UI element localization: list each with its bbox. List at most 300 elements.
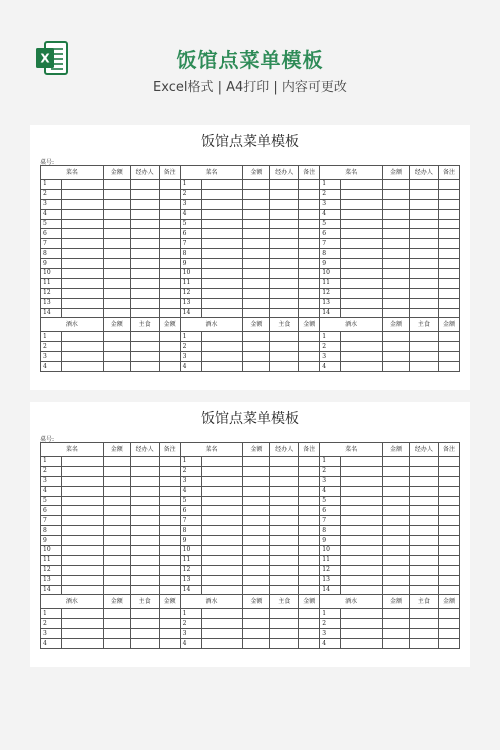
entry-cell[interactable]	[341, 486, 383, 496]
entry-cell[interactable]	[201, 199, 243, 209]
entry-cell[interactable]	[341, 555, 383, 565]
entry-cell[interactable]	[61, 466, 103, 476]
entry-cell[interactable]	[130, 609, 159, 619]
entry-cell[interactable]	[243, 332, 270, 342]
entry-cell[interactable]	[130, 516, 159, 526]
entry-cell[interactable]	[201, 629, 243, 639]
entry-cell[interactable]	[409, 486, 438, 496]
entry-cell[interactable]	[341, 639, 383, 649]
entry-cell[interactable]	[299, 269, 320, 279]
entry-cell[interactable]	[201, 332, 243, 342]
entry-cell[interactable]	[243, 476, 270, 486]
entry-cell[interactable]	[341, 219, 383, 229]
entry-cell[interactable]	[130, 585, 159, 595]
entry-cell[interactable]	[243, 259, 270, 269]
entry-cell[interactable]	[299, 575, 320, 585]
entry-cell[interactable]	[299, 585, 320, 595]
entry-cell[interactable]	[383, 546, 410, 556]
entry-cell[interactable]	[383, 332, 410, 342]
entry-cell[interactable]	[341, 506, 383, 516]
entry-cell[interactable]	[201, 546, 243, 556]
entry-cell[interactable]	[130, 189, 159, 199]
entry-cell[interactable]	[130, 249, 159, 259]
entry-cell[interactable]	[201, 298, 243, 308]
entry-cell[interactable]	[383, 180, 410, 190]
entry-cell[interactable]	[409, 619, 438, 629]
entry-cell[interactable]	[383, 486, 410, 496]
entry-cell[interactable]	[299, 555, 320, 565]
entry-cell[interactable]	[61, 565, 103, 575]
entry-cell[interactable]	[61, 298, 103, 308]
entry-cell[interactable]	[201, 249, 243, 259]
entry-cell[interactable]	[383, 466, 410, 476]
entry-cell[interactable]	[130, 546, 159, 556]
entry-cell[interactable]	[130, 565, 159, 575]
entry-cell[interactable]	[383, 199, 410, 209]
entry-cell[interactable]	[201, 536, 243, 546]
entry-cell[interactable]	[341, 526, 383, 536]
entry-cell[interactable]	[103, 269, 130, 279]
entry-cell[interactable]	[299, 362, 320, 372]
entry-cell[interactable]	[61, 352, 103, 362]
entry-cell[interactable]	[103, 565, 130, 575]
entry-cell[interactable]	[61, 189, 103, 199]
entry-cell[interactable]	[270, 209, 299, 219]
entry-cell[interactable]	[103, 506, 130, 516]
entry-cell[interactable]	[299, 496, 320, 506]
entry-cell[interactable]	[438, 298, 459, 308]
entry-cell[interactable]	[130, 629, 159, 639]
entry-cell[interactable]	[130, 342, 159, 352]
entry-cell[interactable]	[159, 486, 180, 496]
entry-cell[interactable]	[409, 555, 438, 565]
entry-cell[interactable]	[299, 609, 320, 619]
entry-cell[interactable]	[438, 342, 459, 352]
entry-cell[interactable]	[130, 555, 159, 565]
entry-cell[interactable]	[341, 565, 383, 575]
entry-cell[interactable]	[383, 239, 410, 249]
entry-cell[interactable]	[270, 278, 299, 288]
entry-cell[interactable]	[409, 219, 438, 229]
entry-cell[interactable]	[130, 219, 159, 229]
entry-cell[interactable]	[409, 362, 438, 372]
entry-cell[interactable]	[243, 199, 270, 209]
entry-cell[interactable]	[243, 342, 270, 352]
entry-cell[interactable]	[159, 229, 180, 239]
entry-cell[interactable]	[201, 180, 243, 190]
entry-cell[interactable]	[61, 342, 103, 352]
entry-cell[interactable]	[383, 639, 410, 649]
entry-cell[interactable]	[409, 476, 438, 486]
entry-cell[interactable]	[341, 269, 383, 279]
entry-cell[interactable]	[383, 457, 410, 467]
entry-cell[interactable]	[270, 609, 299, 619]
entry-cell[interactable]	[438, 362, 459, 372]
entry-cell[interactable]	[341, 209, 383, 219]
entry-cell[interactable]	[299, 180, 320, 190]
entry-cell[interactable]	[61, 239, 103, 249]
entry-cell[interactable]	[243, 298, 270, 308]
entry-cell[interactable]	[159, 526, 180, 536]
entry-cell[interactable]	[130, 239, 159, 249]
entry-cell[interactable]	[409, 457, 438, 467]
entry-cell[interactable]	[299, 278, 320, 288]
entry-cell[interactable]	[270, 342, 299, 352]
entry-cell[interactable]	[243, 565, 270, 575]
entry-cell[interactable]	[130, 496, 159, 506]
entry-cell[interactable]	[409, 609, 438, 619]
entry-cell[interactable]	[341, 476, 383, 486]
entry-cell[interactable]	[159, 575, 180, 585]
entry-cell[interactable]	[130, 639, 159, 649]
entry-cell[interactable]	[201, 639, 243, 649]
entry-cell[interactable]	[243, 506, 270, 516]
entry-cell[interactable]	[130, 332, 159, 342]
entry-cell[interactable]	[270, 496, 299, 506]
entry-cell[interactable]	[383, 259, 410, 269]
entry-cell[interactable]	[201, 619, 243, 629]
entry-cell[interactable]	[383, 496, 410, 506]
entry-cell[interactable]	[299, 332, 320, 342]
entry-cell[interactable]	[299, 288, 320, 298]
entry-cell[interactable]	[341, 585, 383, 595]
entry-cell[interactable]	[130, 362, 159, 372]
entry-cell[interactable]	[201, 288, 243, 298]
entry-cell[interactable]	[243, 269, 270, 279]
entry-cell[interactable]	[438, 466, 459, 476]
entry-cell[interactable]	[243, 209, 270, 219]
entry-cell[interactable]	[201, 609, 243, 619]
entry-cell[interactable]	[438, 308, 459, 318]
entry-cell[interactable]	[299, 189, 320, 199]
entry-cell[interactable]	[103, 189, 130, 199]
entry-cell[interactable]	[201, 496, 243, 506]
entry-cell[interactable]	[61, 457, 103, 467]
entry-cell[interactable]	[341, 362, 383, 372]
entry-cell[interactable]	[201, 189, 243, 199]
entry-cell[interactable]	[103, 219, 130, 229]
entry-cell[interactable]	[103, 342, 130, 352]
entry-cell[interactable]	[243, 536, 270, 546]
entry-cell[interactable]	[270, 526, 299, 536]
entry-cell[interactable]	[103, 259, 130, 269]
entry-cell[interactable]	[438, 457, 459, 467]
entry-cell[interactable]	[383, 526, 410, 536]
entry-cell[interactable]	[341, 239, 383, 249]
entry-cell[interactable]	[61, 229, 103, 239]
entry-cell[interactable]	[438, 180, 459, 190]
entry-cell[interactable]	[130, 259, 159, 269]
entry-cell[interactable]	[103, 575, 130, 585]
entry-cell[interactable]	[270, 362, 299, 372]
entry-cell[interactable]	[409, 180, 438, 190]
entry-cell[interactable]	[270, 332, 299, 342]
entry-cell[interactable]	[130, 278, 159, 288]
entry-cell[interactable]	[299, 639, 320, 649]
entry-cell[interactable]	[201, 352, 243, 362]
entry-cell[interactable]	[299, 209, 320, 219]
entry-cell[interactable]	[103, 619, 130, 629]
entry-cell[interactable]	[438, 526, 459, 536]
entry-cell[interactable]	[103, 180, 130, 190]
entry-cell[interactable]	[130, 352, 159, 362]
entry-cell[interactable]	[438, 199, 459, 209]
entry-cell[interactable]	[61, 288, 103, 298]
entry-cell[interactable]	[159, 342, 180, 352]
entry-cell[interactable]	[409, 259, 438, 269]
entry-cell[interactable]	[409, 249, 438, 259]
entry-cell[interactable]	[103, 199, 130, 209]
entry-cell[interactable]	[103, 249, 130, 259]
entry-cell[interactable]	[409, 229, 438, 239]
entry-cell[interactable]	[383, 565, 410, 575]
entry-cell[interactable]	[159, 466, 180, 476]
entry-cell[interactable]	[61, 575, 103, 585]
entry-cell[interactable]	[270, 249, 299, 259]
entry-cell[interactable]	[299, 629, 320, 639]
entry-cell[interactable]	[159, 239, 180, 249]
entry-cell[interactable]	[383, 298, 410, 308]
entry-cell[interactable]	[243, 609, 270, 619]
entry-cell[interactable]	[159, 609, 180, 619]
entry-cell[interactable]	[243, 486, 270, 496]
entry-cell[interactable]	[243, 189, 270, 199]
entry-cell[interactable]	[61, 180, 103, 190]
entry-cell[interactable]	[201, 516, 243, 526]
entry-cell[interactable]	[438, 288, 459, 298]
entry-cell[interactable]	[103, 362, 130, 372]
entry-cell[interactable]	[103, 496, 130, 506]
entry-cell[interactable]	[438, 486, 459, 496]
entry-cell[interactable]	[201, 476, 243, 486]
entry-cell[interactable]	[409, 526, 438, 536]
entry-cell[interactable]	[409, 585, 438, 595]
entry-cell[interactable]	[270, 639, 299, 649]
entry-cell[interactable]	[438, 609, 459, 619]
entry-cell[interactable]	[61, 362, 103, 372]
entry-cell[interactable]	[159, 546, 180, 556]
entry-cell[interactable]	[201, 466, 243, 476]
entry-cell[interactable]	[341, 249, 383, 259]
entry-cell[interactable]	[299, 536, 320, 546]
entry-cell[interactable]	[438, 619, 459, 629]
entry-cell[interactable]	[438, 219, 459, 229]
entry-cell[interactable]	[61, 486, 103, 496]
entry-cell[interactable]	[201, 486, 243, 496]
entry-cell[interactable]	[383, 536, 410, 546]
entry-cell[interactable]	[270, 486, 299, 496]
entry-cell[interactable]	[130, 199, 159, 209]
entry-cell[interactable]	[270, 546, 299, 556]
entry-cell[interactable]	[270, 199, 299, 209]
entry-cell[interactable]	[438, 565, 459, 575]
entry-cell[interactable]	[438, 189, 459, 199]
entry-cell[interactable]	[159, 639, 180, 649]
entry-cell[interactable]	[243, 555, 270, 565]
entry-cell[interactable]	[383, 352, 410, 362]
entry-cell[interactable]	[159, 496, 180, 506]
entry-cell[interactable]	[159, 298, 180, 308]
entry-cell[interactable]	[61, 249, 103, 259]
entry-cell[interactable]	[61, 259, 103, 269]
entry-cell[interactable]	[159, 288, 180, 298]
entry-cell[interactable]	[438, 546, 459, 556]
entry-cell[interactable]	[409, 496, 438, 506]
entry-cell[interactable]	[270, 269, 299, 279]
entry-cell[interactable]	[341, 332, 383, 342]
entry-cell[interactable]	[409, 308, 438, 318]
entry-cell[interactable]	[159, 516, 180, 526]
entry-cell[interactable]	[61, 278, 103, 288]
entry-cell[interactable]	[409, 298, 438, 308]
entry-cell[interactable]	[243, 496, 270, 506]
entry-cell[interactable]	[61, 546, 103, 556]
entry-cell[interactable]	[438, 352, 459, 362]
entry-cell[interactable]	[201, 269, 243, 279]
entry-cell[interactable]	[383, 219, 410, 229]
entry-cell[interactable]	[159, 565, 180, 575]
entry-cell[interactable]	[409, 332, 438, 342]
entry-cell[interactable]	[341, 516, 383, 526]
entry-cell[interactable]	[103, 609, 130, 619]
entry-cell[interactable]	[130, 575, 159, 585]
entry-cell[interactable]	[341, 546, 383, 556]
entry-cell[interactable]	[243, 239, 270, 249]
entry-cell[interactable]	[299, 546, 320, 556]
entry-cell[interactable]	[130, 209, 159, 219]
entry-cell[interactable]	[243, 546, 270, 556]
entry-cell[interactable]	[409, 209, 438, 219]
entry-cell[interactable]	[159, 619, 180, 629]
entry-cell[interactable]	[103, 486, 130, 496]
entry-cell[interactable]	[383, 189, 410, 199]
entry-cell[interactable]	[103, 555, 130, 565]
entry-cell[interactable]	[103, 278, 130, 288]
entry-cell[interactable]	[159, 278, 180, 288]
entry-cell[interactable]	[438, 506, 459, 516]
entry-cell[interactable]	[243, 180, 270, 190]
entry-cell[interactable]	[103, 209, 130, 219]
entry-cell[interactable]	[341, 308, 383, 318]
entry-cell[interactable]	[409, 629, 438, 639]
entry-cell[interactable]	[103, 352, 130, 362]
entry-cell[interactable]	[103, 476, 130, 486]
entry-cell[interactable]	[438, 269, 459, 279]
entry-cell[interactable]	[341, 466, 383, 476]
entry-cell[interactable]	[341, 180, 383, 190]
entry-cell[interactable]	[383, 278, 410, 288]
entry-cell[interactable]	[243, 219, 270, 229]
entry-cell[interactable]	[130, 619, 159, 629]
entry-cell[interactable]	[159, 308, 180, 318]
entry-cell[interactable]	[270, 516, 299, 526]
entry-cell[interactable]	[61, 332, 103, 342]
entry-cell[interactable]	[299, 199, 320, 209]
entry-cell[interactable]	[243, 575, 270, 585]
entry-cell[interactable]	[270, 629, 299, 639]
entry-cell[interactable]	[438, 585, 459, 595]
entry-cell[interactable]	[103, 526, 130, 536]
entry-cell[interactable]	[103, 516, 130, 526]
entry-cell[interactable]	[299, 249, 320, 259]
entry-cell[interactable]	[341, 619, 383, 629]
entry-cell[interactable]	[383, 476, 410, 486]
entry-cell[interactable]	[159, 585, 180, 595]
entry-cell[interactable]	[438, 476, 459, 486]
entry-cell[interactable]	[409, 575, 438, 585]
entry-cell[interactable]	[130, 180, 159, 190]
entry-cell[interactable]	[243, 619, 270, 629]
entry-cell[interactable]	[341, 229, 383, 239]
entry-cell[interactable]	[159, 332, 180, 342]
entry-cell[interactable]	[409, 516, 438, 526]
entry-cell[interactable]	[61, 269, 103, 279]
entry-cell[interactable]	[159, 269, 180, 279]
entry-cell[interactable]	[243, 526, 270, 536]
entry-cell[interactable]	[201, 585, 243, 595]
entry-cell[interactable]	[341, 457, 383, 467]
entry-cell[interactable]	[409, 189, 438, 199]
entry-cell[interactable]	[270, 476, 299, 486]
entry-cell[interactable]	[201, 239, 243, 249]
entry-cell[interactable]	[201, 259, 243, 269]
entry-cell[interactable]	[130, 486, 159, 496]
entry-cell[interactable]	[383, 516, 410, 526]
entry-cell[interactable]	[438, 496, 459, 506]
entry-cell[interactable]	[61, 526, 103, 536]
entry-cell[interactable]	[61, 476, 103, 486]
entry-cell[interactable]	[383, 585, 410, 595]
entry-cell[interactable]	[383, 342, 410, 352]
entry-cell[interactable]	[130, 506, 159, 516]
entry-cell[interactable]	[409, 288, 438, 298]
entry-cell[interactable]	[61, 219, 103, 229]
entry-cell[interactable]	[130, 536, 159, 546]
entry-cell[interactable]	[159, 219, 180, 229]
entry-cell[interactable]	[243, 516, 270, 526]
entry-cell[interactable]	[130, 288, 159, 298]
entry-cell[interactable]	[299, 565, 320, 575]
entry-cell[interactable]	[130, 298, 159, 308]
entry-cell[interactable]	[438, 575, 459, 585]
entry-cell[interactable]	[61, 308, 103, 318]
entry-cell[interactable]	[103, 546, 130, 556]
entry-cell[interactable]	[243, 629, 270, 639]
entry-cell[interactable]	[130, 476, 159, 486]
entry-cell[interactable]	[341, 199, 383, 209]
entry-cell[interactable]	[438, 516, 459, 526]
entry-cell[interactable]	[103, 308, 130, 318]
entry-cell[interactable]	[201, 526, 243, 536]
entry-cell[interactable]	[103, 585, 130, 595]
entry-cell[interactable]	[159, 199, 180, 209]
entry-cell[interactable]	[383, 609, 410, 619]
entry-cell[interactable]	[438, 249, 459, 259]
entry-cell[interactable]	[409, 269, 438, 279]
entry-cell[interactable]	[270, 352, 299, 362]
entry-cell[interactable]	[383, 308, 410, 318]
entry-cell[interactable]	[103, 629, 130, 639]
entry-cell[interactable]	[270, 619, 299, 629]
entry-cell[interactable]	[438, 239, 459, 249]
entry-cell[interactable]	[299, 219, 320, 229]
entry-cell[interactable]	[409, 199, 438, 209]
entry-cell[interactable]	[130, 457, 159, 467]
entry-cell[interactable]	[299, 239, 320, 249]
entry-cell[interactable]	[341, 536, 383, 546]
entry-cell[interactable]	[243, 352, 270, 362]
entry-cell[interactable]	[299, 506, 320, 516]
